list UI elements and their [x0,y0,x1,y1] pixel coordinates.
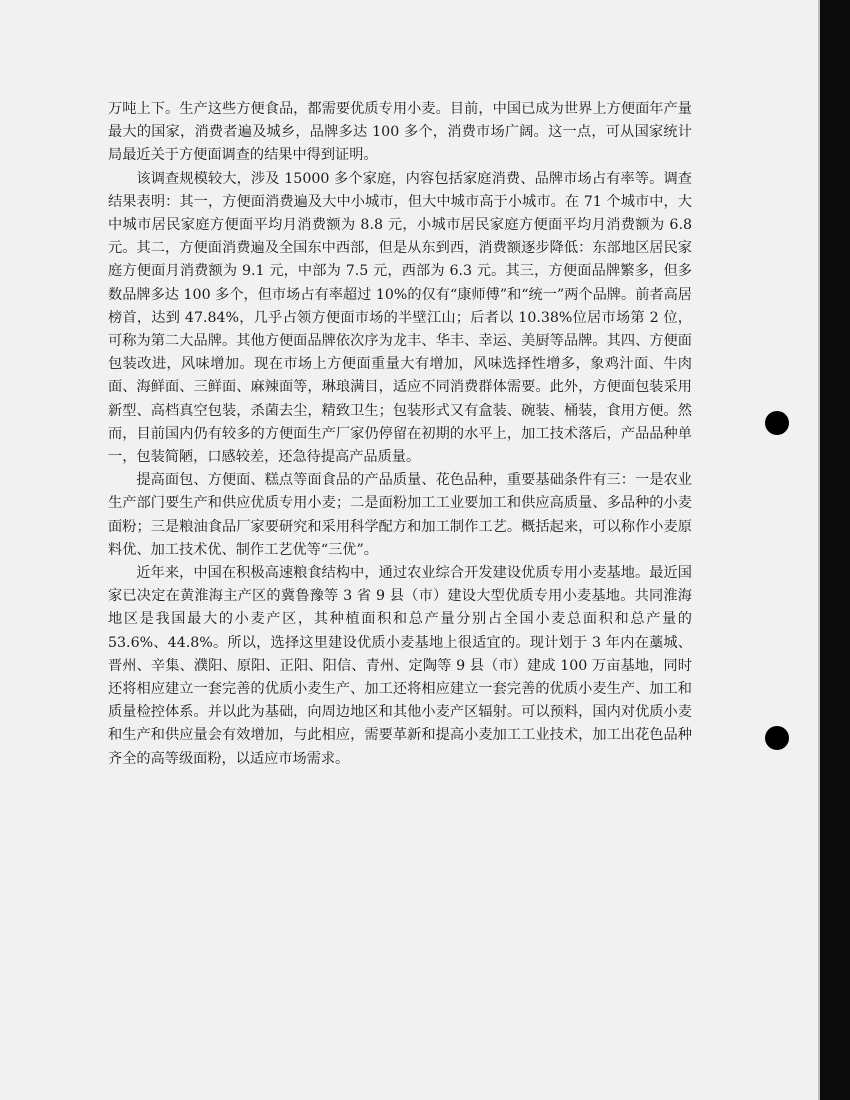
punch-hole-upper [765,411,789,435]
paragraph-three-conditions: 提高面包、方便面、糕点等面食品的产品质量、花色品种，重要基础条件有三：一是农业生产部门要生产和供应优质专用小麦；二是面粉加工工业要加工和供应高质量、多品种的小麦面粉；三是粮油食品厂家要研究和采用科学配方和加工制作工艺。概括起来，可以称作小麦原料优、加工技术优、制作工艺优等“三优”。 [108,472,692,558]
punch-hole-lower [765,726,789,750]
scanner-black-edge [820,0,850,1100]
paragraph-survey-results: 该调查规模较大，涉及 15000 多个家庭，内容包括家庭消费、品牌市场占有率等。调查结果表明：其一，方便面消费遍及大中小城市，但大中城市高于小城市。在 71 个城市中，大中城市居民家庭方便面平均月消费额为 8.8 元，小城市居民家庭方便面平均月消费额为 6.8 元。其二，方便面消费遍及全国东中西部，但是从东到西，消费额逐步降低：东部地区居民家庭方便面月消费额为 9.1 元，中部为 7.5 元，西部为 6.3 元。其三，方便面品牌繁多，但多数品牌多达 100 多个，但市场占有率超过 10%的仅有“康师傅”和“统一”两个品牌。前者高居榜首，达到 47.84%，几乎占领方便面市场的半壁江山；后者以 10.38%位居市场第 2 位，可称为第二大品牌。其他方便面品牌依次序为龙丰、华丰、幸运、美厨等品牌。其四、方便面包装改进，风味增加。现在市场上方便面重量大有增加，风味选择性增多，象鸡汁面、牛肉面、海鲜面、三鲜面、麻辣面等，琳琅满目，适应不同消费群体需要。此外，方便面包装采用新型、高档真空包装，杀菌去尘，精致卫生；包装形式又有盒装、碗装、桶装，食用方便。然而，目前国内仍有较多的方便面生产厂家仍停留在初期的水平上，加工技术落后，产品品种单一，包装简陋，口感较差，还急待提高产品质量。 [108,170,692,466]
document-body [108,98,692,771]
paragraph-wheat-base: 近年来，中国在积极高速粮食结构中，通过农业综合开发建设优质专用小麦基地。最近国家已决定在黄淮海主产区的冀鲁豫等 3 省 9 县（市）建设大型优质专用小麦基地。共同淮海地区是我国最大的小麦产区，其种植面积和总产量分别占全国小麦总面积和总产量的 53.6%、44.8%。所以，选择这里建设优质小麦基地上很适宜的。现计划于 3 年内在藁城、晋州、辛集、濮阳、原阳、正阳、阳信、青州、定陶等 9 县（市）建成 100 万亩基地，同时还将相应建立一套完善的优质小麦生产、加工还将相应建立一套完善的优质小麦生产、加工和质量检控体系。并以此为基础，向周边地区和其他小麦产区辐射。可以预料，国内对优质小麦和生产和供应量会有效增加，与此相应，需要革新和提高小麦加工工业技术，加工出花色品种齐全的高等级面粉，以适应市场需求。 [108,565,692,767]
paragraph-continuation: 万吨上下。生产这些方便食品，都需要优质专用小麦。目前，中国已成为世界上方便面年产量最大的国家，消费者遍及城乡，品牌多达 100 多个，消费市场广阔。这一点，可从国家统计局最近关于方便面调查的结果中得到证明。 [108,101,692,164]
